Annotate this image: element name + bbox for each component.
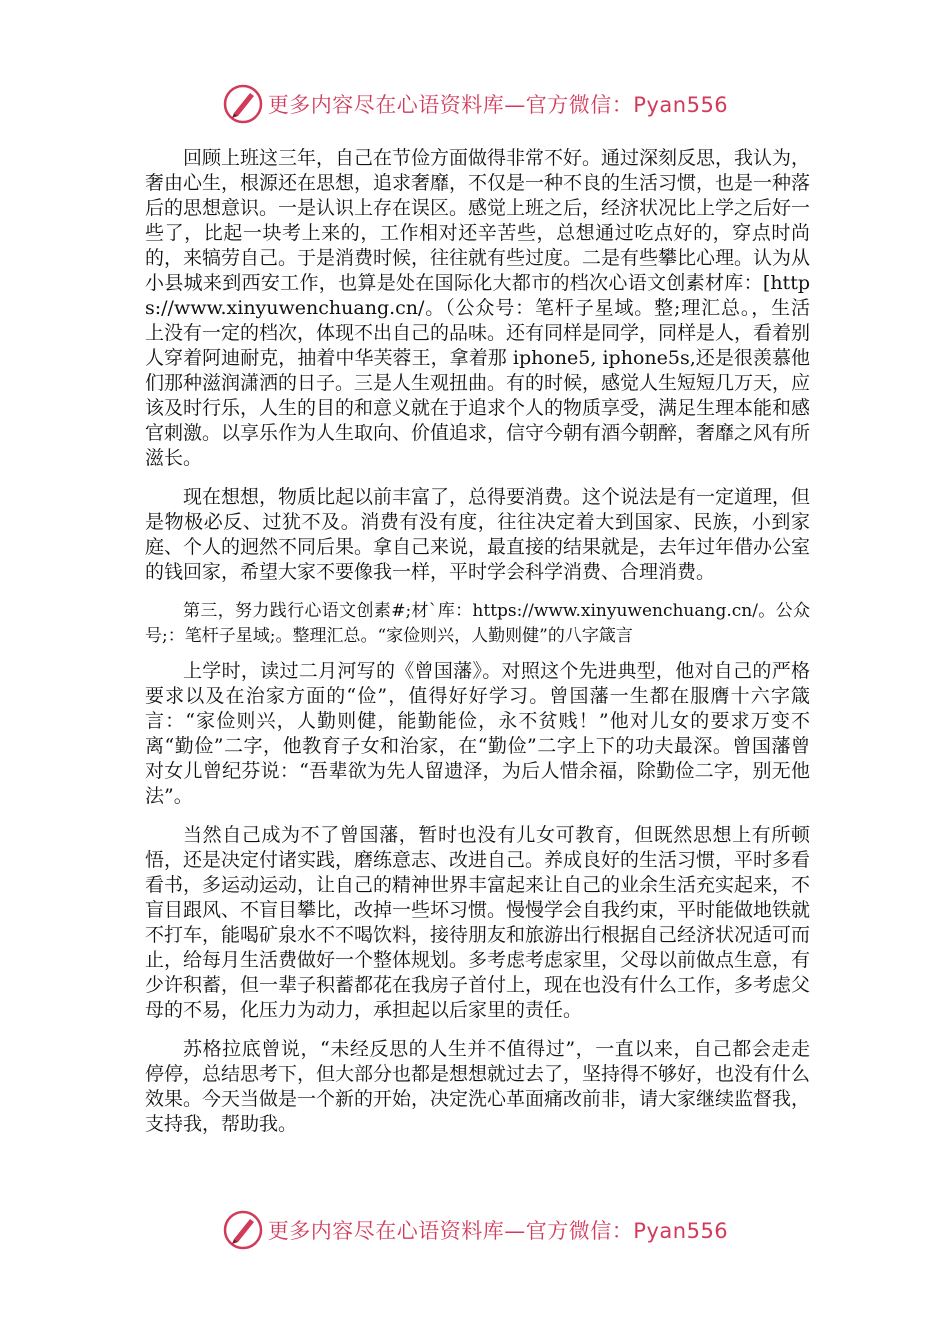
paragraph-5: 当然自己成为不了曾国藩，暂时也没有儿女可教育，但既然思想上有所顿悟，还是决定付诸实践，磨练意志、改进自己。养成良好的生活习惯，平时多看看书，多运动运动，让自己的精神世界丰富起来让自己的业余生活充实起来，不盲目跟风、不盲目攀比，改掉一些坏习惯。慢慢学会自我约束，平时能做地铁就不打车，能喝矿泉水不不喝饮料，接待朋友和旅游出行根据自己经济状况适可而止，给每月生活费做好一个整体规划。多考虑考虑家里，父母以前做点生意，有少许积蓄，但一辈子积蓄都花在我房子首付上，现在也没有什么工作，多考虑父母的不易，化压力为动力，承担起以后家里的责任。 (145, 824, 811, 1021)
pen-logo-icon (222, 83, 264, 125)
header-banner (0, 80, 950, 128)
paragraph-1: 回顾上班这三年，自己在节俭方面做得非常不好。通过深刻反思，我认为，奢由心生，根源还在思想，追求奢靡，不仅是一种不良的生活习惯，也是一种落后的思想意识。一是认识上存在误区。感觉上班之后，经济状况比上学之后好一些了，比起一块考上来的，工作相对还辛苦些，总想通过吃点好的，穿点时尚的，来犒劳自己。于是消费时候，往往就有些过度。二是有些攀比心理。认为从小县城来到西安工作，也算是处在国际化大都市的档次心语文创素材库：[https://www.xinyuwenchuang.cn/。（公众号：笔杆子星域。整;理汇总。，生活上没有一定的档次，体现不出自己的品味。还有同样是同学，同样是人，看着别人穿着阿迪耐克，抽着中华芙蓉王，拿着那 iphone5, iphone5s,还是很羡慕他们那种滋润潇洒的日子。三是人生观扭曲。有的时候，感觉人生短短几万天，应该及时行乐，人生的目的和意义就在于追求个人的物质享受，满足生理本能和感官刺激。以享乐作为人生取向、价值追求，信守今朝有酒今朝醉，奢靡之风有所滋长。 (145, 147, 811, 469)
banner-text: 更多内容尽在心语资料库—官方微信：Pyan556 (267, 1219, 729, 1243)
body-text (145, 146, 810, 1151)
paragraph-4: 上学时，读过二月河写的《曾国藩》。对照这个先进典型，他对自己的严格要求以及在治家方面的“俭”，值得好好学习。曾国藩一生都在服膺十六字箴言：“家俭则兴，人勤则健，能勤能俭，永不贫贱！”他对儿女的要求万变不离“勤俭”二字，他教育子女和治家，在“勤俭”二字上下的功夫最深。曾国藩曾对女儿曾纪芬说：“吾辈欲为先人留遗泽，为后人惜余福，除勤俭二字，别无他法”。 (145, 660, 810, 807)
banner-text: 更多内容尽在心语资料库—官方微信：Pyan556 (267, 93, 729, 117)
footer-banner (0, 1206, 950, 1254)
pen-logo-icon (222, 1209, 264, 1251)
paragraph-2: 现在想想，物质比起以前丰富了，总得要消费。这个说法是有一定道理，但是物极必反、过犹不及。消费有没有度，往往决定着大到国家、民族，小到家庭、个人的迥然不同后果。拿自己来说，最直接的结果就是，去年过年借办公室的钱回家，希望大家不要像我一样，平时学会科学消费、合理消费。 (145, 486, 811, 583)
paragraph-6: 苏格拉底曾说，“未经反思的人生并不值得过”，一直以来，自己都会走走停停，总结思考下，但大部分也都是想想就过去了，坚持得不够好，也没有什么效果。今天当做是一个新的开始，决定洗心革面痛改前非，请大家继续监督我，支持我，帮助我。 (145, 1038, 811, 1135)
paragraph-3: 第三，努力践行心语文创素#;材`库：https://www.xinyuwenchuang.cn/。公众号;：笔杆子星域;。整理汇总。“家俭则兴，人勤则健”的八字箴言 (145, 601, 810, 646)
